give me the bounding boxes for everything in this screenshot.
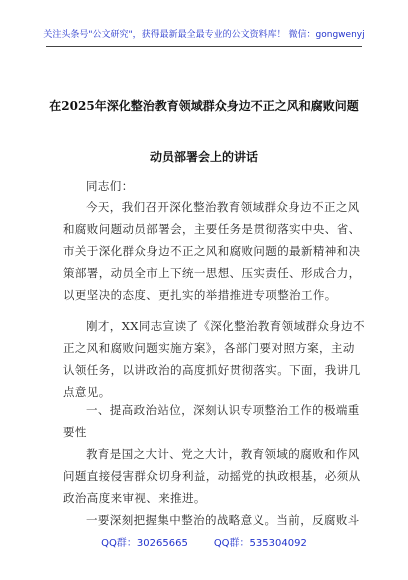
body-line: 一要深刻把握集中整治的战略意义。当前，反腐败斗 [86,513,360,527]
body-salutation: 同志们： [86,179,134,193]
body-line: 策部署，动员全市上下统一思想、压实责任、形成合力， [63,266,361,280]
footer [0,534,408,549]
document-title-line-2: 动员部署会上的讲话 [149,150,258,164]
footer-qq-group-2: QQ群：535304092 [213,538,307,549]
body-line: 和腐败问题动员部署会，主要任务是贯彻落实中央、省、 [63,222,361,236]
section-heading-line: 要性 [63,425,87,439]
body-line: 点意见。 [63,385,111,399]
section-heading-line: 一、提高政治站位，深刻认识专项整治工作的极端重 [86,403,360,417]
body-line: 问题直接侵害群众切身利益，动摇党的执政根基，必须从 [63,469,361,483]
header-banner: 关注头条号"公文研究"，获得最新最全最专业的公文资料库！ 微信：gongwenyj [43,30,365,40]
footer-qq-group-1: QQ群：30265665 [101,538,188,549]
body-line: 教育是国之大计、党之大计，教育领域的腐败和作风 [86,447,360,461]
header-divider [46,46,362,47]
document-title-line-1: 在2025年深化整治教育领域群众身边不正之风和腐败问题 [49,99,359,113]
body-line: 以更坚决的态度、更扎实的举措推进专项整治工作。 [63,288,337,302]
body-line: 市关于深化群众身边不正之风和腐败问题的最新精神和决 [63,244,361,258]
body-line: 认领任务，以讲政治的高度抓好贯彻落实。下面，我讲几 [63,363,361,377]
body-line: 政治高度来审视、来推进。 [63,491,206,505]
body-line: 刚才，XX同志宣读了《深化整治教育领域群众身边不 [86,319,365,333]
body-line: 今天，我们召开深化整治教育领域群众身边不正之风 [86,200,360,214]
body-line: 正之风和腐败问题实施方案》，各部门要对照方案，主动 [63,341,355,355]
